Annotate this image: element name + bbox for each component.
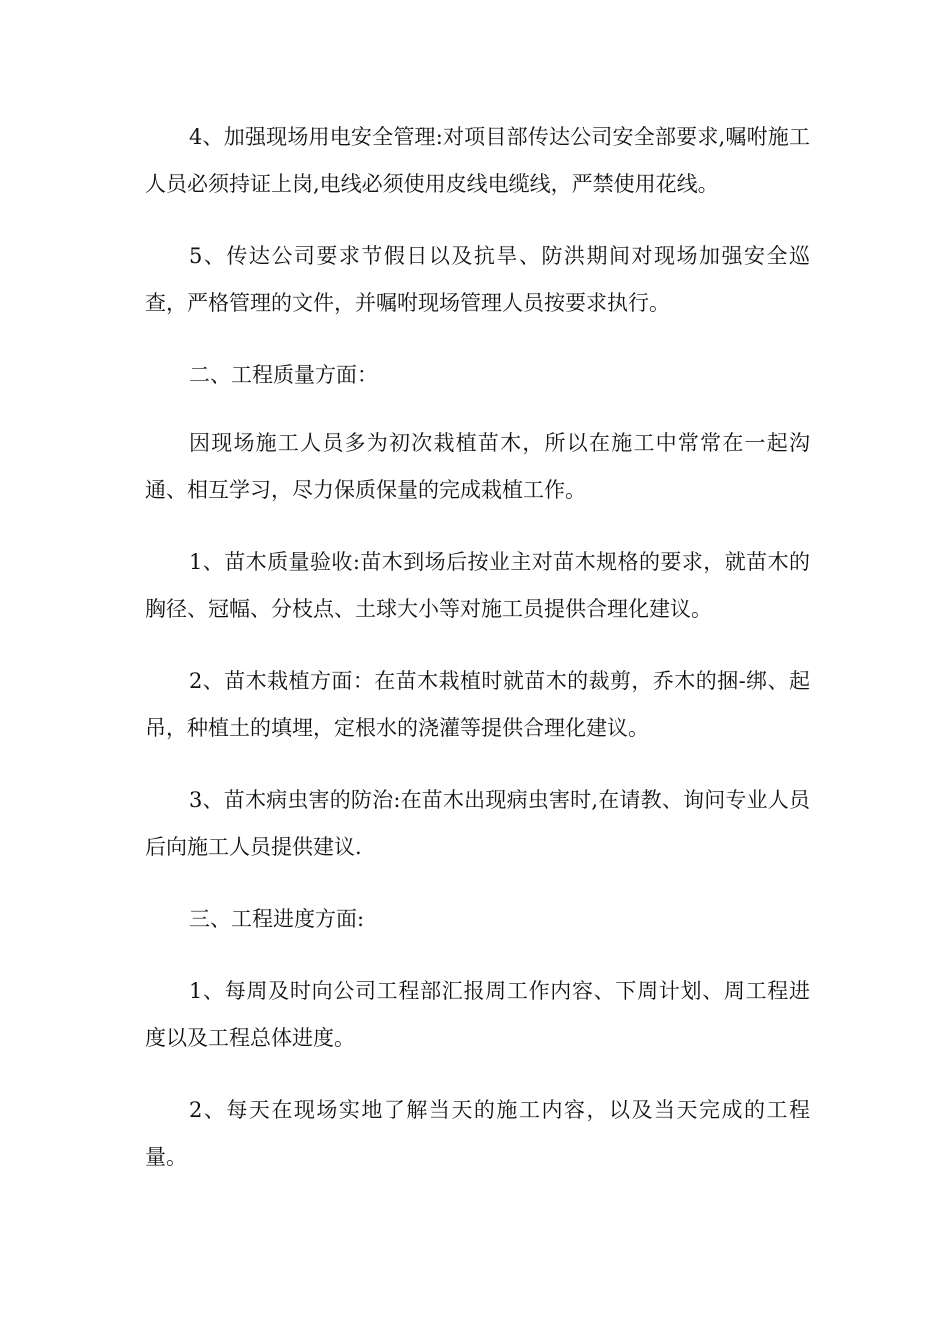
section-heading-quality: 二、工程质量方面：	[189, 363, 378, 387]
paragraph-pest-control: 3、苗木病虫害的防治:在苗木出现病虫害时,在请教、询问专业人员后向施工人员提供建议.	[145, 788, 810, 859]
paragraph-quality-intro: 因现场施工人员多为初次栽植苗木，所以在施工中常常在一起沟通、相互学习，尽力保质保量的完成栽植工作。	[145, 431, 810, 502]
paragraph-seedling-acceptance: 1、苗木质量验收:苗木到场后按业主对苗木规格的要求，就苗木的胸径、冠幅、分枝点、土球大小等对施工员提供合理化建议。	[145, 550, 810, 621]
paragraph-weekly-report: 1、每周及时向公司工程部汇报周工作内容、下周计划、周工程进度以及工程总体进度。	[145, 979, 810, 1050]
paragraph-seedling-planting: 2、苗木栽植方面：在苗木栽植时就苗木的裁剪，乔木的捆-绑、起吊，种植土的填埋，定根水的浇灌等提供合理化建议。	[145, 669, 810, 740]
paragraph-electrical-safety: 4、加强现场用电安全管理:对项目部传达公司安全部要求,嘱咐施工人员必须持证上岗,电线必须使用皮线电缆线，严禁使用花线。	[145, 125, 810, 196]
paragraph-daily-check: 2、每天在现场实地了解当天的施工内容，以及当天完成的工程量。	[145, 1098, 810, 1169]
paragraph-holiday-inspection: 5、传达公司要求节假日以及抗旱、防洪期间对现场加强安全巡查，严格管理的文件，并嘱咐现场管理人员按要求执行。	[145, 244, 810, 315]
section-heading-progress: 三、工程进度方面:	[189, 907, 365, 931]
